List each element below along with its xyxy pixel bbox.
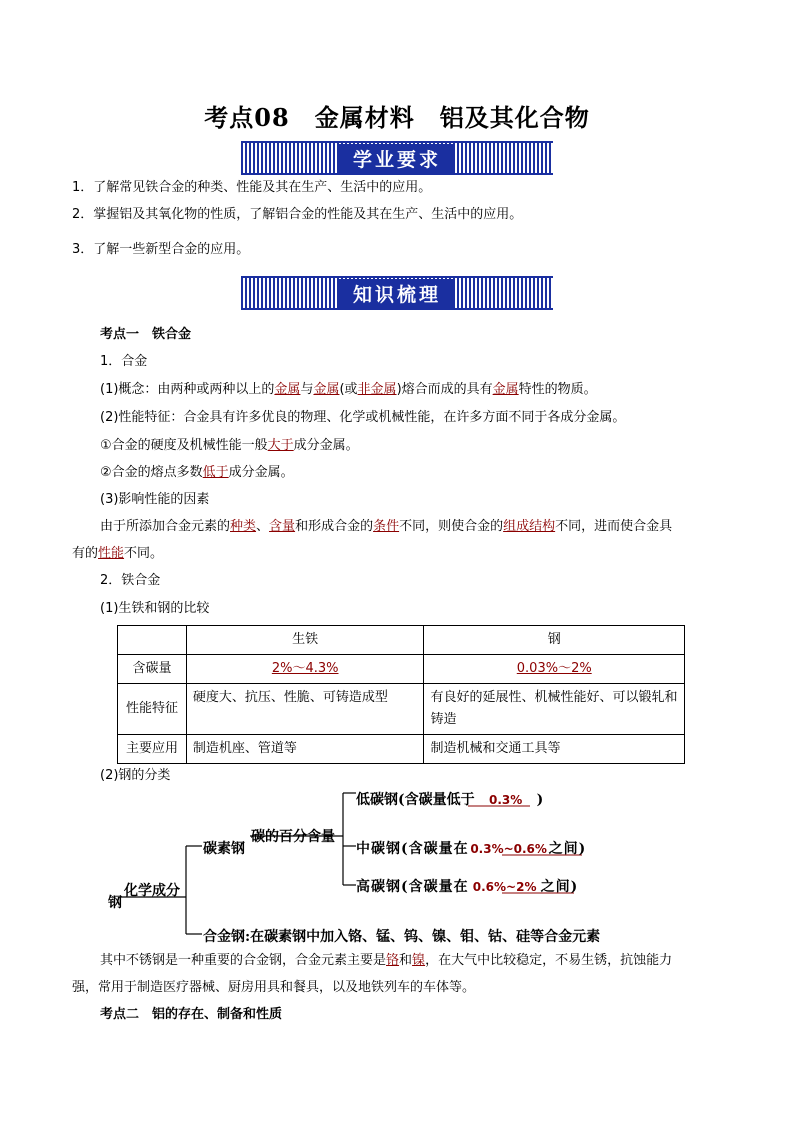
- classification-title: (2)钢的分类: [100, 768, 171, 783]
- page-title: 考点08 金属材料 铝及其化合物: [204, 103, 590, 132]
- factors-title: (3)影响性能的因素: [100, 492, 210, 507]
- requirement-item: 2．掌握铝及其氧化物的性质，了解铝合金的性能及其在生产、生活中的应用。: [72, 207, 523, 222]
- factors-paragraph: 由于所添加合金元素的种类、含量和形成合金的条件不同，则使合金的组成结构不同，进而使合金具: [100, 519, 673, 534]
- subheading: 1．合金: [100, 354, 148, 369]
- table-cell: 主要应用: [118, 735, 187, 764]
- concept-paragraph: (1)概念：由两种或两种以上的金属与金属(或非金属)熔合而成的具有金属特性的物质。: [100, 382, 597, 397]
- table-header-cell: 钢: [424, 626, 685, 655]
- subheading: 2．铁合金: [100, 573, 161, 588]
- table-cell: 2%～4.3%: [271, 661, 339, 676]
- feature-paragraph: (2)性能特征：合金具有许多优良的物理、化学或机械性能，在许多方面不同于各成分金属。: [100, 410, 626, 425]
- table-cell: 性能特征: [118, 684, 187, 735]
- requirement-item: 3．了解一些新型合金的应用。: [72, 242, 250, 257]
- section-heading: 考点一 铁合金: [100, 327, 192, 342]
- tree-carbon-steel: 碳素钢: [203, 841, 245, 857]
- table-cell: 硬度大、抗压、性脆、可铸造成型: [186, 684, 424, 735]
- stainless-paragraph: 其中不锈钢是一种重要的合金钢，合金元素主要是铬和镍，在大气中比较稳定，不易生锈，抗蚀能力: [100, 953, 673, 968]
- tree-carbon-criterion: 碳的百分含量: [251, 829, 335, 845]
- section-heading: 考点二 铝的存在、制备和性质: [100, 1007, 283, 1022]
- banner-label: 学业要求: [339, 144, 455, 173]
- stainless-paragraph-cont: 强，常用于制造医疗器械、厨房用具和餐具，以及地铁列车的车体等。: [72, 980, 476, 995]
- factors-paragraph-cont: 有的性能不同。: [72, 546, 164, 561]
- table-cell: 制造机座、管道等: [186, 735, 424, 764]
- tree-root: 钢: [108, 895, 122, 911]
- banner-label: 知识梳理: [339, 279, 455, 308]
- tree-high-carbon: 高碳钢(含碳量在 0.6%~2% 之间): [356, 879, 579, 895]
- table-cell: 含碳量: [118, 655, 187, 684]
- requirement-item: 1．了解常见铁合金的种类、性能及其在生产、生活中的应用。: [72, 180, 432, 195]
- table-cell: 有良好的延展性、机械性能好、可以锻轧和铸造: [424, 684, 685, 735]
- melting-line: ②合金的熔点多数低于成分金属。: [100, 465, 294, 480]
- hardness-line: ①合金的硬度及机械性能一般大于成分金属。: [100, 438, 359, 453]
- table-title: (1)生铁和钢的比较: [100, 601, 210, 616]
- table-header-cell: 生铁: [186, 626, 424, 655]
- table-cell: 制造机械和交通工具等: [424, 735, 685, 764]
- tree-alloy-steel: 合金钢:在碳素钢中加入铬、锰、钨、镍、钼、钴、硅等合金元素: [203, 929, 601, 945]
- tree-criterion: 化学成分: [124, 883, 180, 899]
- table-cell: 0.03%～2%: [516, 661, 592, 676]
- tree-mid-carbon: 中碳钢(含碳量在 0.3%~0.6% 之间): [356, 841, 587, 857]
- tree-low-carbon: 低碳钢(含碳量低于 0.3% ): [356, 792, 544, 808]
